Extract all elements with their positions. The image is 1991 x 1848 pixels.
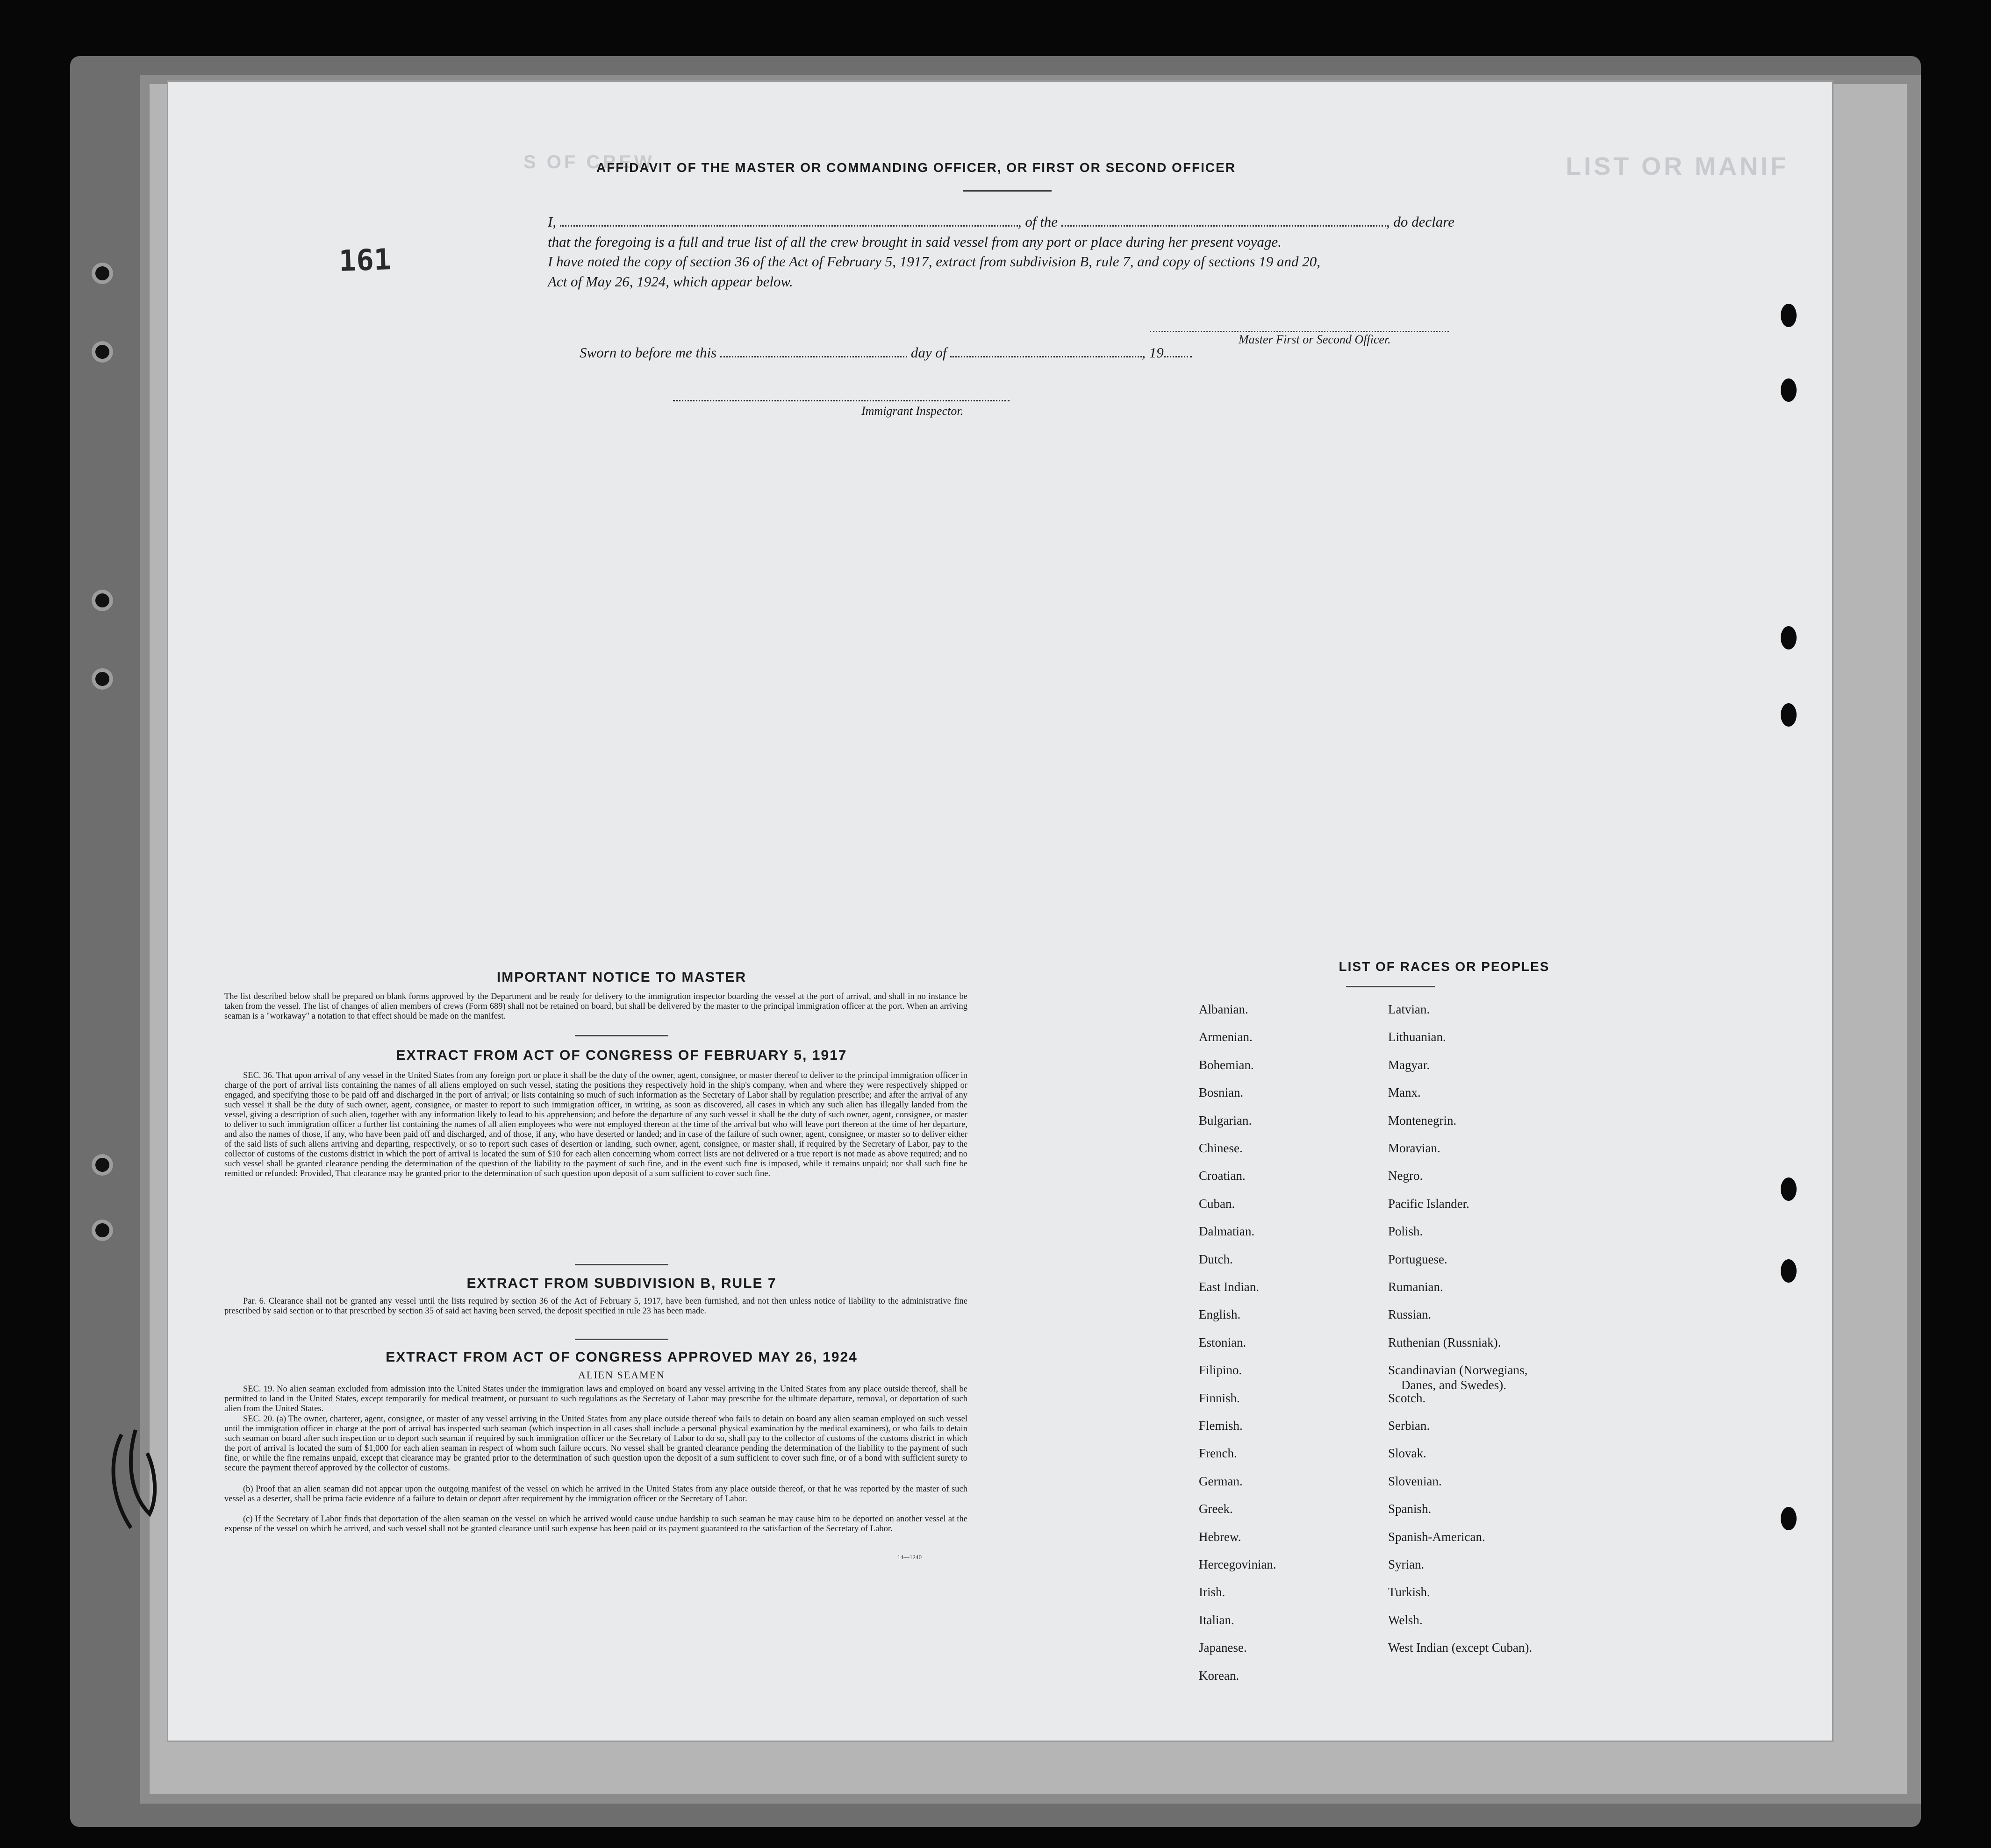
punch-hole: [1781, 1177, 1797, 1201]
inspector-signature-line[interactable]: [673, 400, 1010, 401]
binder-hole: [92, 263, 113, 284]
race-item: Danes, and Swedes).: [1401, 1378, 1506, 1392]
race-item: Cuban.: [1199, 1196, 1235, 1211]
race-item: Slovak.: [1388, 1446, 1426, 1461]
race-item: Negro.: [1388, 1169, 1423, 1183]
race-item: Scotch.: [1388, 1391, 1426, 1405]
manifest-page: [168, 82, 1832, 1741]
race-item: French.: [1199, 1446, 1237, 1461]
races-title: LIST OF RACES OR PEOPLES: [1339, 959, 1550, 974]
race-item: Finnish.: [1199, 1391, 1240, 1405]
sworn-day-blank[interactable]: [720, 356, 907, 357]
sworn-year-blank[interactable]: [1164, 356, 1192, 357]
race-item: Moravian.: [1388, 1141, 1440, 1155]
master-signature-line[interactable]: [1150, 330, 1449, 332]
form-number: 14—1240: [897, 1554, 922, 1561]
divider: [1346, 986, 1435, 987]
race-item: Russian.: [1388, 1307, 1432, 1322]
sworn-month-blank[interactable]: [950, 356, 1142, 357]
race-item: Croatian.: [1199, 1169, 1246, 1183]
race-item: Syrian.: [1388, 1557, 1425, 1571]
sec-19-text: SEC. 19. No alien seaman excluded from admission into the United States under the immigration laws and employed on board any vessel arriving in the United States from any place outside thereof, shall be permitted to land in the United States, except temporarily for medical treatment, or pursuant to such regulations as the Secretary of Labor may prescribe for the ultimate departure, removal, or deportation of such alien from the United States.: [224, 1384, 967, 1413]
sworn-line: Sworn to before me this day of , 19: [580, 344, 1192, 361]
master-label: Master First or Second Officer.: [1239, 333, 1391, 346]
sec-20a-text: SEC. 20. (a) The owner, charterer, agent, consignee, or master of any vessel arriving in the United States from any place outside thereof who fails to detain on board any alien seaman employed on such vessel until the immigration officer in charge at the port of arrival has inspected such seaman (which inspection in all cases shall include a personal physical examination by the medical examiners), or who fails to detain such seaman on board after such inspection or to deport such seaman if required by such immigration officer or the Secretary of Labor to do so, shall pay to the collector of customs of the customs district in which the port of arrival is located the sum of $1,000 for each alien seaman in respect of whom such failure occurs. No vessel shall be granted clearance pending the determination of the liability to the payment of such fine, or while the fine remains unpaid, except that clearance may be granted prior to the determination of such question upon the deposit of a sum sufficient to cover such fine, or of a bond with sufficient surety to secure the payment thereof approved by the collector of customs.: [224, 1414, 967, 1473]
vessel-blank[interactable]: [1061, 225, 1386, 227]
race-item: Italian.: [1199, 1613, 1234, 1627]
race-item: Chinese.: [1199, 1141, 1243, 1155]
notice-text: The list described below shall be prepared on blank forms approved by the Department and be ready for delivery to the immigration inspector boarding the vessel at the port of arrival, and shall in no instance be taken from the vessel. The list of changes of alien members of crews (Form 689) shall not be retained on board, but shall be delivered by the master to the principal immigration officer at the port. When an arriving seaman is a "workaway" a notation to that effect should be made on the manifest.: [224, 992, 967, 1021]
race-item: Bosnian.: [1199, 1085, 1244, 1100]
divider: [575, 1035, 668, 1036]
punch-hole: [1781, 703, 1797, 727]
sec-20c-text: (c) If the Secretary of Labor finds that deportation of the alien seaman on the vessel on which he arrived would cause undue hardship to such seaman he may cause him to be deported on another vessel at the expense of the vessel on which he arrived, and such vessel shall not be granted clearance until such expense has been paid or its payment guaranteed to the satisfaction of the Secretary of Labor.: [224, 1514, 967, 1534]
race-item: Lithuanian.: [1388, 1030, 1446, 1044]
race-item: Turkish.: [1388, 1585, 1430, 1599]
binder-hole: [92, 341, 113, 363]
extract-rule7-title: EXTRACT FROM SUBDIVISION B, RULE 7: [466, 1276, 777, 1291]
bleed-through-text: S OF CREW: [523, 152, 655, 172]
affidavit-line-3: I have noted the copy of section 36 of the Act of February 5, 1917, extract from subdivision B, rule 7, and copy of sections 19 and 20,: [548, 253, 1321, 270]
race-item: English.: [1199, 1307, 1241, 1322]
punch-hole: [1781, 1259, 1797, 1283]
race-item: Hercegovinian.: [1199, 1557, 1276, 1571]
race-item: West Indian (except Cuban).: [1388, 1641, 1533, 1655]
race-item: Irish.: [1199, 1585, 1225, 1599]
affidavit-title: AFFIDAVIT OF THE MASTER OR COMMANDING OFFICER, OR FIRST OR SECOND OFFICER: [596, 160, 1236, 175]
name-blank[interactable]: [560, 225, 1018, 227]
race-item: Armenian.: [1199, 1030, 1253, 1044]
race-item: Bulgarian.: [1199, 1113, 1252, 1127]
punch-hole: [1781, 304, 1797, 327]
inspector-label: Immigrant Inspector.: [861, 404, 964, 418]
race-item: Flemish.: [1199, 1419, 1243, 1433]
punch-hole: [1781, 1507, 1797, 1530]
affidavit-line-4: Act of May 26, 1924, which appear below.: [548, 273, 793, 290]
stamp-number: 161: [338, 242, 392, 278]
race-item: Greek.: [1199, 1502, 1233, 1516]
race-item: Manx.: [1388, 1085, 1421, 1100]
race-item: Portuguese.: [1388, 1252, 1447, 1266]
extract-1917-text: SEC. 36. That upon arrival of any vessel in the United States from any foreign port or place it shall be the duty of the owner, agent, consignee, or master thereof to deliver to the principal immigration officer in charge of the port of arrival lists containing the names of all aliens employed on such vessel, stating the positions they respectively hold in the ship's company, when and where they were respectively shipped or engaged, and specifying those to be paid off and discharged in the port of arrival; or lists containing so much of such information as the Secretary of Labor shall by regulation prescribe; and after the arrival of any such vessel it shall be the duty of such owner, agent, consignee, or master to report to such immigration officer, in writing, as soon as discovered, all cases in which any such alien has illegally landed from the vessel, giving a description of such alien, together with any information likely to lead to his apprehension; and before the departure of any such vessel it shall be the duty of such owner, agent, consignee, or master to deliver to such immigration officer a further list containing the names of all alien employees who were not employed thereon at the time of the arrival but who will leave port thereon at the time of her departure, and also the names of those, if any, who have been paid off and discharged, and of those, if any, who have deserted or landed; and in case of the failure of such owner, agent, consignee, or master so to deliver either of the said lists of such aliens arriving and departing, respectively, or so to report such cases of desertion or landing, such owner, agent, consignee, or master shall, if required by the Secretary of Labor, pay to the collector of customs of the customs district in which the port of arrival is located the sum of $10 for each alien concerning whom correct lists are not delivered or a true report is not made as above required; and no such vessel shall be granted clearance pending the determination of the question of the liability to the payment of such fine, and in the event such fine is imposed, while it remains unpaid; nor shall such fine be remitted or refunded: Provided, That clearance may be granted prior to the determination of such question upon deposit of a sum sufficient to cover such fine.: [224, 1071, 967, 1178]
race-item: Albanian.: [1199, 1002, 1248, 1016]
race-item: Rumanian.: [1388, 1280, 1443, 1294]
notice-title: IMPORTANT NOTICE TO MASTER: [496, 970, 747, 985]
race-item: Estonian.: [1199, 1335, 1246, 1349]
extract-1924-title: EXTRACT FROM ACT OF CONGRESS APPROVED MAY 26, 1924: [386, 1349, 858, 1365]
race-item: Hebrew.: [1199, 1529, 1241, 1544]
race-item: Scandinavian (Norwegians,: [1388, 1363, 1528, 1377]
race-item: Japanese.: [1199, 1641, 1247, 1655]
alien-seamen-subtitle: ALIEN SEAMEN: [578, 1369, 665, 1381]
divider: [963, 190, 1052, 192]
race-item: Spanish-American.: [1388, 1529, 1485, 1544]
race-item: Dutch.: [1199, 1252, 1233, 1266]
affidavit-line-2: that the foregoing is a full and true list of all the crew brought in said vessel from any port or place during her present voyage.: [548, 234, 1282, 250]
race-item: Serbian.: [1388, 1419, 1430, 1433]
punch-hole: [1781, 626, 1797, 649]
race-item: Magyar.: [1388, 1057, 1430, 1072]
binder-hole: [92, 590, 113, 611]
race-item: Slovenian.: [1388, 1474, 1442, 1488]
affidavit-line-1: I, , of the , do declare: [548, 214, 1454, 230]
race-item: Bohemian.: [1199, 1057, 1254, 1072]
race-item: Montenegrin.: [1388, 1113, 1457, 1127]
binder-hole: [92, 1154, 113, 1176]
bleed-through-text: LIST OR MANIF: [1566, 152, 1789, 180]
binder-hole: [92, 668, 113, 690]
divider: [575, 1264, 668, 1265]
extract-rule7-text: Par. 6. Clearance shall not be granted any vessel until the lists required by section 36 of the Act of February 5, 1917, have been furnished, and not then unless notice of liability to the administrative fine prescribed by said section or to that prescribed by section 35 of said act having been served, the deposit specified in rule 23 has been made.: [224, 1297, 967, 1316]
handwritten-mark: [103, 1420, 178, 1542]
race-item: Welsh.: [1388, 1613, 1423, 1627]
extract-1917-title: EXTRACT FROM ACT OF CONGRESS OF FEBRUARY 5, 1917: [396, 1048, 847, 1063]
race-item: Korean.: [1199, 1668, 1239, 1683]
divider: [575, 1339, 668, 1340]
race-item: Ruthenian (Russniak).: [1388, 1335, 1501, 1349]
sec-20b-text: (b) Proof that an alien seaman did not appear upon the outgoing manifest of the vessel on which he arrived in the United States from any place outside thereof, or that he was reported by the master of such vessel as a deserter, shall be prima facie evidence of a failure to detain or deport after requirement by the immigration officer or the Secretary of Labor.: [224, 1484, 967, 1504]
race-item: Polish.: [1388, 1224, 1423, 1239]
binder-hole: [92, 1220, 113, 1241]
race-item: East Indian.: [1199, 1280, 1259, 1294]
race-item: Filipino.: [1199, 1363, 1242, 1377]
race-item: Latvian.: [1388, 1002, 1430, 1016]
race-item: Dalmatian.: [1199, 1224, 1255, 1239]
punch-hole: [1781, 378, 1797, 402]
race-item: Pacific Islander.: [1388, 1196, 1469, 1211]
race-item: German.: [1199, 1474, 1243, 1488]
race-item: Spanish.: [1388, 1502, 1432, 1516]
